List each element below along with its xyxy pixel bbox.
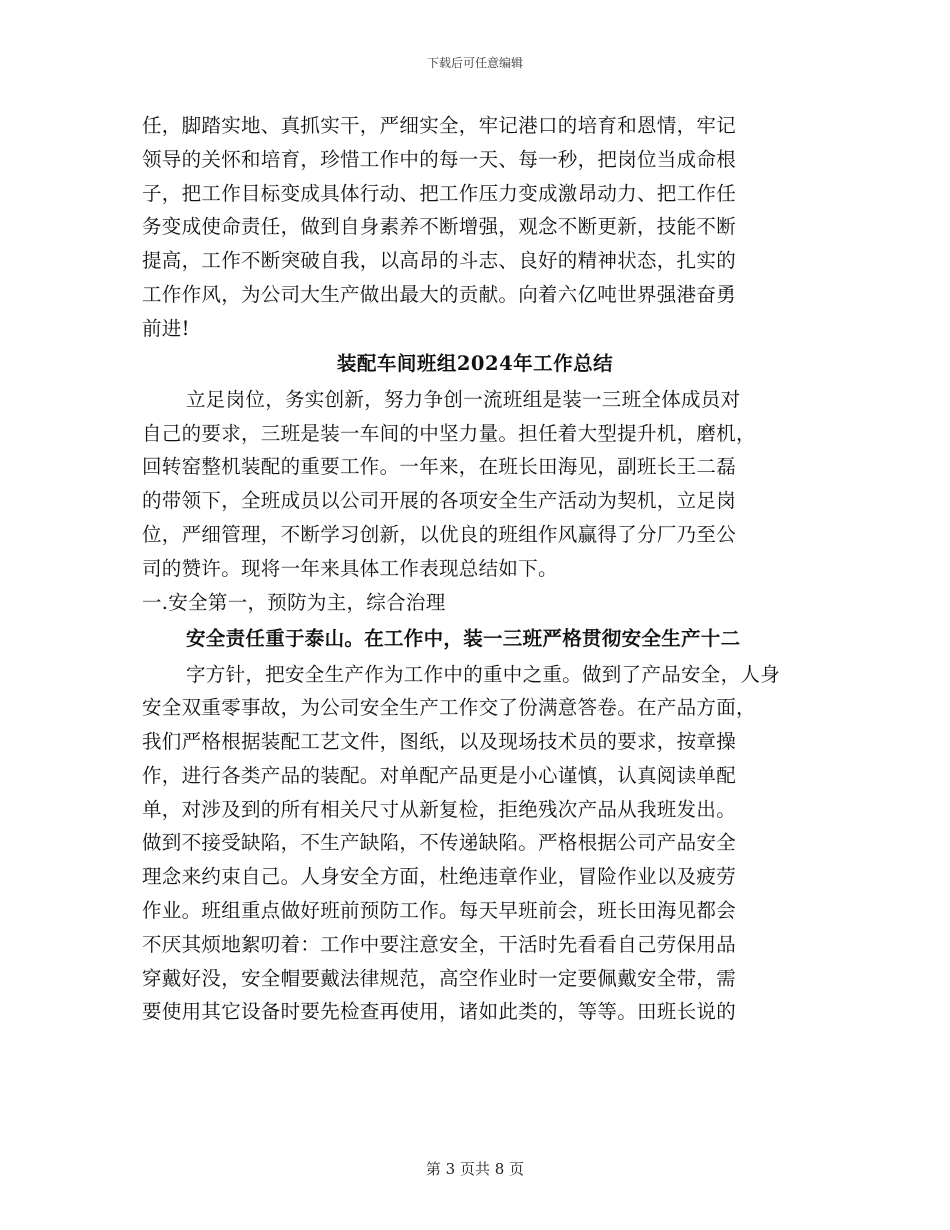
page-number: 第 3 页共 8 页 bbox=[425, 1160, 525, 1178]
paragraph-line: 穿戴好没，安全帽要戴法律规范，高空作业时一定要佩戴安全带，需 bbox=[142, 967, 737, 990]
paragraph-line: 作，进行各类产品的装配。对单配产品更是小心谨慎，认真阅读单配 bbox=[142, 764, 737, 787]
paragraph-line: 立足岗位，务实创新，努力争创一流班组是装一三班全体成员对 bbox=[186, 388, 741, 411]
paragraph-line: 单，对涉及到的所有相关尺寸从新复检，拒绝残次产品从我班发出。 bbox=[142, 798, 737, 821]
paragraph-line: 安全双重零事故，为公司安全生产工作交了份满意答卷。在产品方面， bbox=[142, 696, 756, 719]
paragraph-line: 我们严格根据装配工艺文件，图纸，以及现场技术员的要求，按章操 bbox=[142, 730, 737, 753]
paragraph-line: 一.安全第一，预防为主，综合治理 bbox=[142, 591, 446, 614]
paragraph-line: 子，把工作目标变成具体行动、把工作压力变成激昂动力、把工作任 bbox=[142, 182, 737, 205]
paragraph-line: 任，脚踏实地、真抓实干，严细实全，牢记港口的培育和恩情，牢记 bbox=[142, 114, 737, 137]
paragraph-line: 自己的要求，三班是装一车间的中坚力量。担任着大型提升机，磨机， bbox=[142, 422, 756, 445]
paragraph-line: 的带领下，全班成员以公司开展的各项安全生产活动为契机，立足岗 bbox=[142, 489, 737, 512]
document-title: 装配车间班组2024年工作总结 bbox=[336, 352, 614, 375]
paragraph-line: 做到不接受缺陷，不生产缺陷，不传递缺陷。严格根据公司产品安全 bbox=[142, 831, 737, 854]
paragraph-line: 字方针，把安全生产作为工作中的重中之重。做到了产品安全，人身 bbox=[186, 663, 781, 686]
paragraph-line: 务变成使命责任，做到自身素养不断增强，观念不断更新，技能不断 bbox=[142, 215, 737, 238]
paragraph-line: 理念来约束自己。人身安全方面，杜绝违章作业，冒险作业以及疲劳 bbox=[142, 865, 737, 888]
paragraph-line: 要使用其它设备时要先检查再使用，诸如此类的，等等。田班长说的 bbox=[142, 1000, 737, 1023]
paragraph-line: 司的赞许。现将一年来具体工作表现总结如下。 bbox=[142, 557, 558, 580]
paragraph-line: 前进! bbox=[142, 317, 190, 340]
paragraph-line: 回转窑整机装配的重要工作。一年来，在班长田海见，副班长王二磊 bbox=[142, 455, 737, 478]
paragraph-line: 领导的关怀和培育，珍惜工作中的每一天、每一秒，把岗位当成命根 bbox=[142, 148, 737, 171]
page-header-note: 下载后可任意编辑 bbox=[426, 56, 523, 70]
paragraph-line: 位，严细管理，不断学习创新，以优良的班组作风赢得了分厂乃至公 bbox=[142, 523, 737, 546]
paragraph-line: 不厌其烦地絮叨着：工作中要注意安全，干活时先看看自己劳保用品 bbox=[142, 933, 737, 956]
paragraph-line: 提高，工作不断突破自我，以高昂的斗志、良好的精神状态，扎实的 bbox=[142, 249, 737, 272]
paragraph-line: 工作作风，为公司大生产做出最大的贡献。向着六亿吨世界强港奋勇 bbox=[142, 283, 737, 306]
section-heading: 安全责任重于泰山。在工作中，装一三班严格贯彻安全生产十二 bbox=[186, 627, 741, 650]
paragraph-line: 作业。班组重点做好班前预防工作。每天早班前会，班长田海见都会 bbox=[142, 899, 737, 922]
